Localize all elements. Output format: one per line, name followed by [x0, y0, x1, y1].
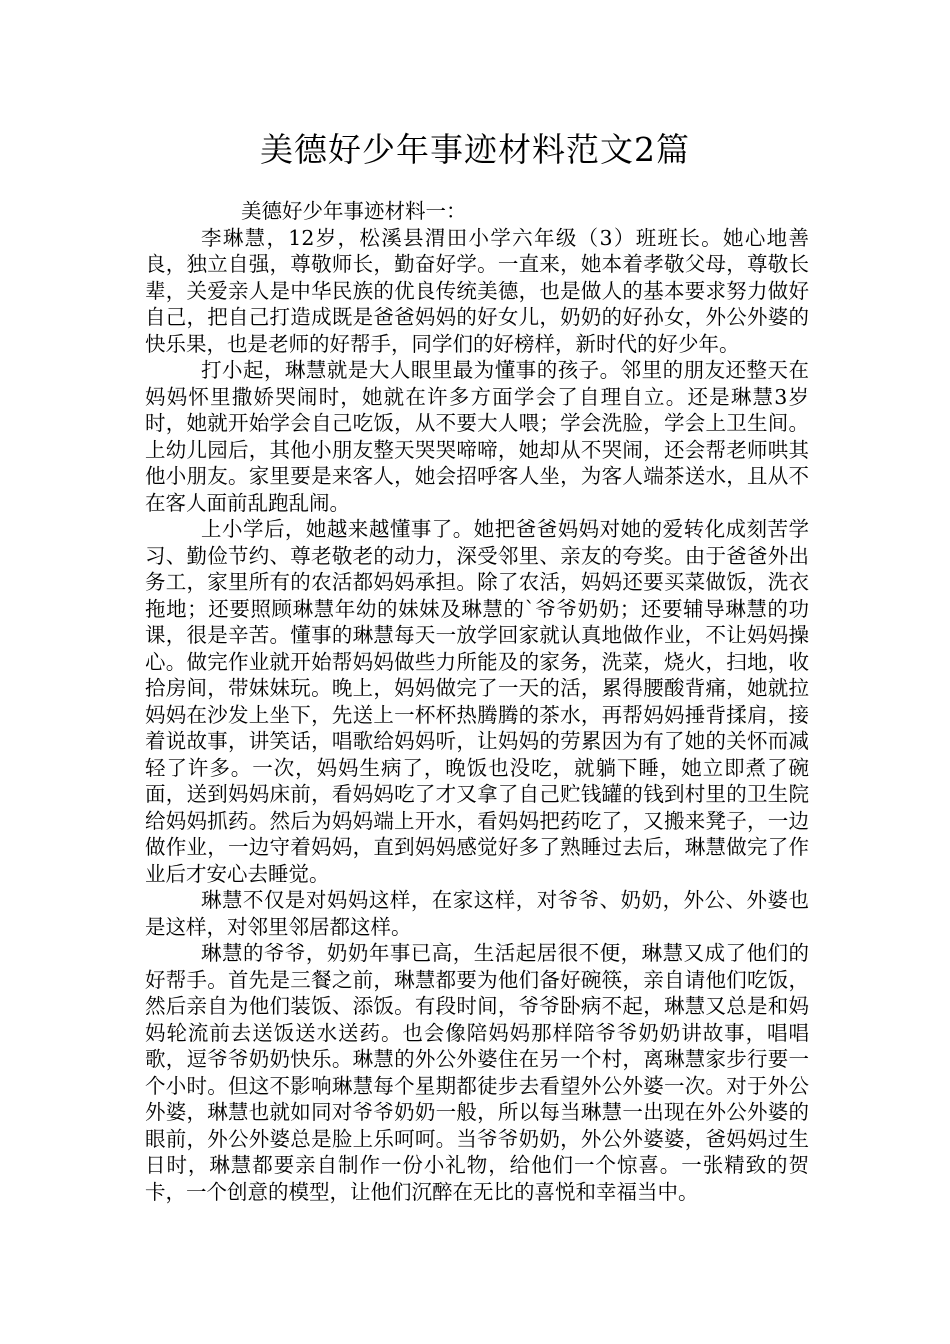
paragraph-5: 琳慧的爷爷，奶奶年事已高，生活起居很不便，琳慧又成了他们的好帮手。首先是三餐之前，琳慧都要为他们备好碗筷，亲自请他们吃饭，然后亲自为他们装饭、添饭。有段时间，爷爷卧病不起，琳慧又总是和妈妈轮流前去送饭送水送药。也会像陪妈妈那样陪爷爷奶奶讲故事，唱唱歌，逗爷爷奶奶快乐。琳慧的外公外婆住在另一个村，离琳慧家步行要一个小时。但这不影响琳慧每个星期都徒步去看望外公外婆一次。对于外公外婆，琳慧也就如同对爷爷奶奶一般，所以每当琳慧一出现在外公外婆的眼前，外公外婆总是脸上乐呵呵。当爷爷奶奶，外公外婆婆，爸妈妈过生日时，琳慧都要亲自制作一份小礼物，给他们一个惊喜。一张精致的贺卡，一个创意的模型，让他们沉醉在无比的喜悦和幸福当中。	[145, 941, 809, 1204]
document-title: 美德好少年事迹材料范文2篇	[260, 130, 690, 169]
document-body	[145, 198, 809, 1205]
paragraph-1: 李琳慧，12岁，松溪县渭田小学六年级（3）班班长。她心地善良，独立自强，尊敬师长，勤奋好学。一直来，她本着孝敬父母，尊敬长辈，关爱亲人是中华民族的优良传统美德，也是做人的基本要求努力做好自己，把自己打造成既是爸爸妈妈的好女儿，奶奶的好孙女，外公外婆的快乐果，也是老师的好帮手，同学们的好榜样，新时代的好少年。	[145, 225, 809, 356]
paragraph-3: 上小学后，她越来越懂事了。她把爸爸妈妈对她的爱转化成刻苦学习、勤俭节约、尊老敬老的动力，深受邻里、亲友的夸奖。由于爸爸外出务工，家里所有的农活都妈妈承担。除了农活，妈妈还要买菜做饭，洗衣拖地；还要照顾琳慧年幼的妹妹及琳慧的`爷爷奶奶；还要辅导琳慧的功课，很是辛苦。懂事的琳慧每天一放学回家就认真地做作业，不让妈妈操心。做完作业就开始帮妈妈做些力所能及的家务，洗菜，烧火，扫地，收拾房间，带妹妹玩。晚上，妈妈做完了一天的活，累得腰酸背痛，她就拉妈妈在沙发上坐下，先送上一杯杯热腾腾的茶水，再帮妈妈捶背揉肩，接着说故事，讲笑话，唱歌给妈妈听，让妈妈的劳累因为有了她的关怀而减轻了许多。一次，妈妈生病了，晚饭也没吃，就躺下睡，她立即煮了碗面，送到妈妈床前，看妈妈吃了才又拿了自己贮钱罐的钱到村里的卫生院给妈妈抓药。然后为妈妈端上开水，看妈妈把药吃了，又搬来凳子，一边做作业，一边守着妈妈，直到妈妈感觉好多了熟睡过去后，琳慧做完了作业后才安心去睡觉。	[145, 517, 809, 886]
paragraph-4: 琳慧不仅是对妈妈这样，在家这样，对爷爷、奶奶，外公、外婆也是这样，对邻里邻居都这样。	[145, 888, 809, 939]
section-subtitle: 美德好少年事迹材料一：	[241, 199, 467, 223]
paragraph-2: 打小起，琳慧就是大人眼里最为懂事的孩子。邻里的朋友还整天在妈妈怀里撒娇哭闹时，她就在许多方面学会了自理自立。还是琳慧3岁时，她就开始学会自己吃饭，从不要大人喂；学会洗脸，学会上卫生间。上幼儿园后，其他小朋友整天哭哭啼啼，她却从不哭闹，还会帮老师哄其他小朋友。家里要是来客人，她会招呼客人坐，为客人端茶送水，且从不在客人面前乱跑乱闹。	[145, 358, 809, 515]
